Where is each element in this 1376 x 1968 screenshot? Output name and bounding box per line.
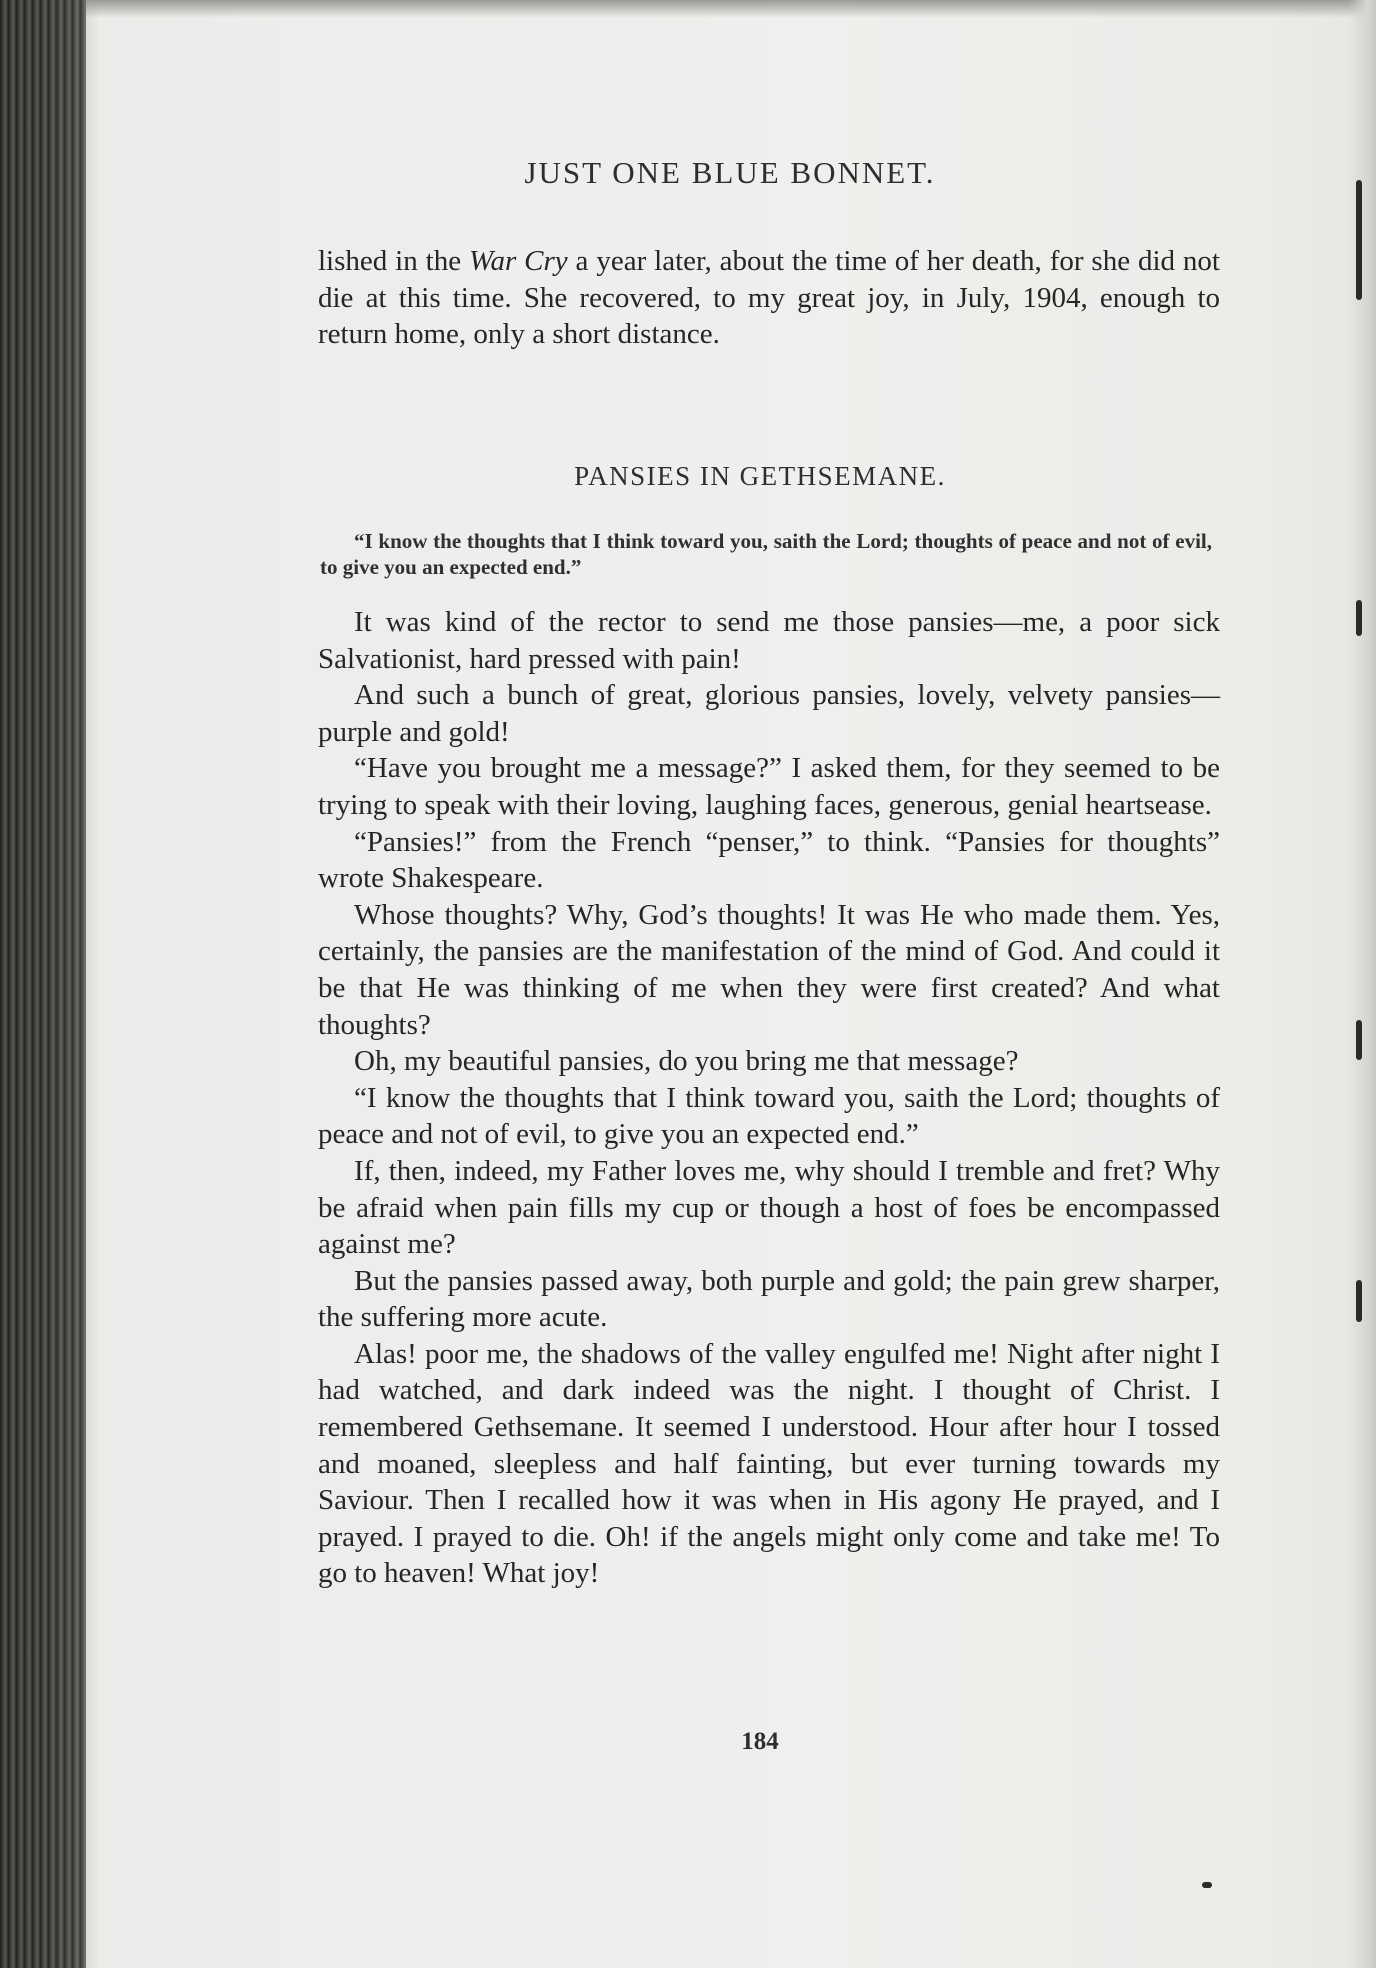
paragraph: If, then, indeed, my Father loves me, why should I tremble and fret? Why be afraid when pain fills my cup or though a host of foes be encompassed against me? bbox=[318, 1154, 1220, 1261]
epigraph bbox=[320, 528, 1212, 580]
edge-mark bbox=[1356, 1280, 1362, 1322]
section-heading: PANSIES IN GETHSEMANE. bbox=[574, 461, 946, 491]
paragraph: But the pansies passed away, both purple and gold; the pain grew sharper, the suffering more acute. bbox=[318, 1264, 1220, 1334]
paragraph: “Have you brought me a message?” I asked them, for they seemed to be trying to speak with their loving, laughing faces, generous, genial heartsease. bbox=[318, 752, 1220, 821]
running-head: JUST ONE BLUE BONNET. bbox=[524, 155, 936, 190]
edge-mark bbox=[1356, 1020, 1362, 1060]
page-top-shadow bbox=[86, 0, 1376, 18]
paragraph: Oh, my beautiful pansies, do you bring me that message? bbox=[354, 1045, 1019, 1078]
paragraph: Whose thoughts? Why, God’s thoughts! It was He who made them. Yes, certainly, the pansies are the manifestation of the mind of God. And could it be that He was thinking of me when they were first created? And what thoughts? bbox=[318, 898, 1220, 1041]
paragraph: And such a bunch of great, glorious pansies, lovely, velvety pansies—purple and gold! bbox=[318, 679, 1220, 748]
page-number: 184 bbox=[741, 1728, 779, 1755]
edge-mark bbox=[1356, 600, 1362, 636]
ink-speck bbox=[1202, 1882, 1212, 1888]
edge-mark bbox=[1356, 180, 1362, 300]
book-spine-edge bbox=[0, 0, 86, 1968]
publication-title: War Cry bbox=[468, 245, 568, 277]
paragraph: “I know the thoughts that I think toward you, saith the Lord; thoughts of peace and not of evil, to give you an expected end.” bbox=[318, 1081, 1220, 1151]
epigraph-text: “I know the thoughts that I think toward you, saith the Lord; thoughts of peace and not of evil, to give you an expected end.” bbox=[320, 529, 1212, 579]
lead-paragraph bbox=[318, 243, 1220, 353]
lead-text-start: lished in the bbox=[318, 245, 469, 277]
lead-text-end: a year later, about the time of her death, for she did not die at this time. She recovered, to my great joy, in July, 1904, enough to return home, only a short distance. bbox=[318, 245, 1220, 351]
paragraph: Alas! poor me, the shadows of the valley engulfed me! Night after night I had watched, and dark indeed was the night. I thought of Christ. I remembered Gethsemane. It seemed I understood. Hour after hour I tossed and moaned, sleepless and half fainting, but ever turning towards my Saviour. Then I recalled how it was when in His agony He prayed, and I prayed. I prayed to die. Oh! if the angels might only come and take me! To go to heaven! What joy! bbox=[318, 1337, 1220, 1590]
paragraph: It was kind of the rector to send me those pansies—me, a poor sick Salvationist, hard pressed with pain! bbox=[318, 606, 1220, 675]
body-text bbox=[318, 604, 1220, 1592]
lead-paragraph-text bbox=[318, 243, 1220, 353]
page-right-edge bbox=[1348, 0, 1376, 1968]
paragraph: “Pansies!” from the French “penser,” to think. “Pansies for thoughts” wrote Shakespeare. bbox=[318, 825, 1220, 895]
